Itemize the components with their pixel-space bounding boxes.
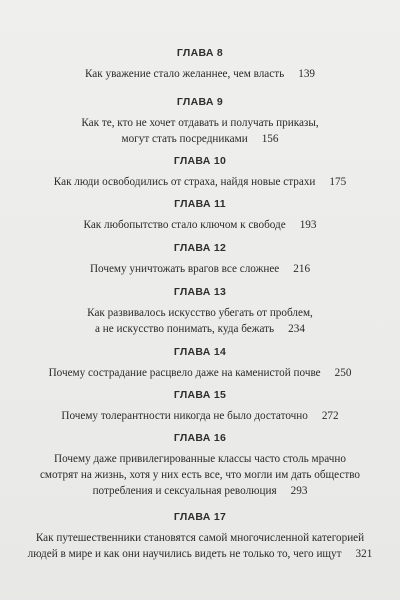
title-line: Как уважение стало желаннее, чем власть (84, 68, 285, 80)
chapter-11 (0, 198, 400, 233)
chapter-title (0, 305, 400, 337)
chapter-title (0, 530, 400, 562)
chapter-13 (0, 286, 400, 337)
chapter-title (0, 115, 400, 147)
chapter-heading: ГЛАВА 16 (173, 432, 227, 444)
chapter-title (0, 66, 400, 82)
chapter-14 (0, 346, 400, 381)
page-number: 293 (290, 485, 308, 497)
page-number: 216 (293, 263, 311, 275)
chapter-heading: ГЛАВА 9 (176, 96, 224, 108)
title-line: Как любопытство стало ключом к свободе (83, 219, 286, 231)
page-number: 193 (299, 219, 317, 231)
title-line: Почему толерантности никогда не было достаточно (61, 410, 308, 422)
title-line: Почему сострадание расцвело даже на каменистой почве (48, 367, 321, 379)
chapter-heading: ГЛАВА 8 (176, 47, 224, 59)
page-number: 234 (288, 323, 305, 335)
chapter-heading: ГЛАВА 13 (173, 286, 227, 298)
chapter-heading: ГЛАВА 15 (173, 389, 227, 401)
chapter-title (0, 451, 400, 499)
page-number: 321 (355, 548, 373, 560)
chapter-heading: ГЛАВА 11 (174, 198, 226, 210)
page-number: 156 (261, 133, 279, 145)
title-line: людей в мире и как они научились видеть не только то, чего ищут (27, 548, 342, 560)
chapter-heading: ГЛАВА 17 (173, 511, 227, 523)
chapter-16 (0, 432, 400, 499)
page-number: 272 (321, 410, 339, 422)
chapter-15 (0, 389, 400, 424)
title-line: Как развивалось искусство убегать от проблем, (87, 307, 313, 319)
title-line: Как путешественники становятся самой многочисленной категорией (35, 532, 365, 544)
title-line: а не искусство понимать, куда бежать (95, 323, 275, 335)
page-number: 250 (334, 367, 352, 379)
title-line: Почему уничтожать врагов все сложнее (89, 263, 280, 275)
title-line: смотрят на жизнь, хотя у них есть все, что могли им дать общество (39, 469, 361, 481)
title-line: Почему даже привилегированные классы часто столь мрачно (54, 453, 346, 465)
chapter-heading: ГЛАВА 12 (173, 242, 227, 254)
chapter-9 (0, 96, 400, 147)
chapter-12 (0, 242, 400, 277)
chapter-heading: ГЛАВА 10 (173, 155, 227, 167)
title-line: Как те, кто не хочет отдавать и получать приказы, (81, 117, 319, 129)
chapter-title (0, 408, 400, 424)
title-line: Как люди освободились от страха, найдя новые страхи (53, 176, 316, 188)
page-number: 175 (329, 176, 347, 188)
chapter-title (0, 365, 400, 381)
chapter-title (0, 174, 400, 190)
chapter-heading: ГЛАВА 14 (173, 346, 227, 358)
chapter-17 (0, 511, 400, 562)
page-number: 139 (298, 68, 315, 80)
title-line: могут стать посредниками (121, 133, 248, 145)
chapter-8 (0, 47, 400, 82)
chapter-10 (0, 155, 400, 190)
chapter-title (0, 217, 400, 233)
chapter-title (0, 261, 400, 277)
title-line: потребления и сексуальная революция (92, 485, 277, 497)
